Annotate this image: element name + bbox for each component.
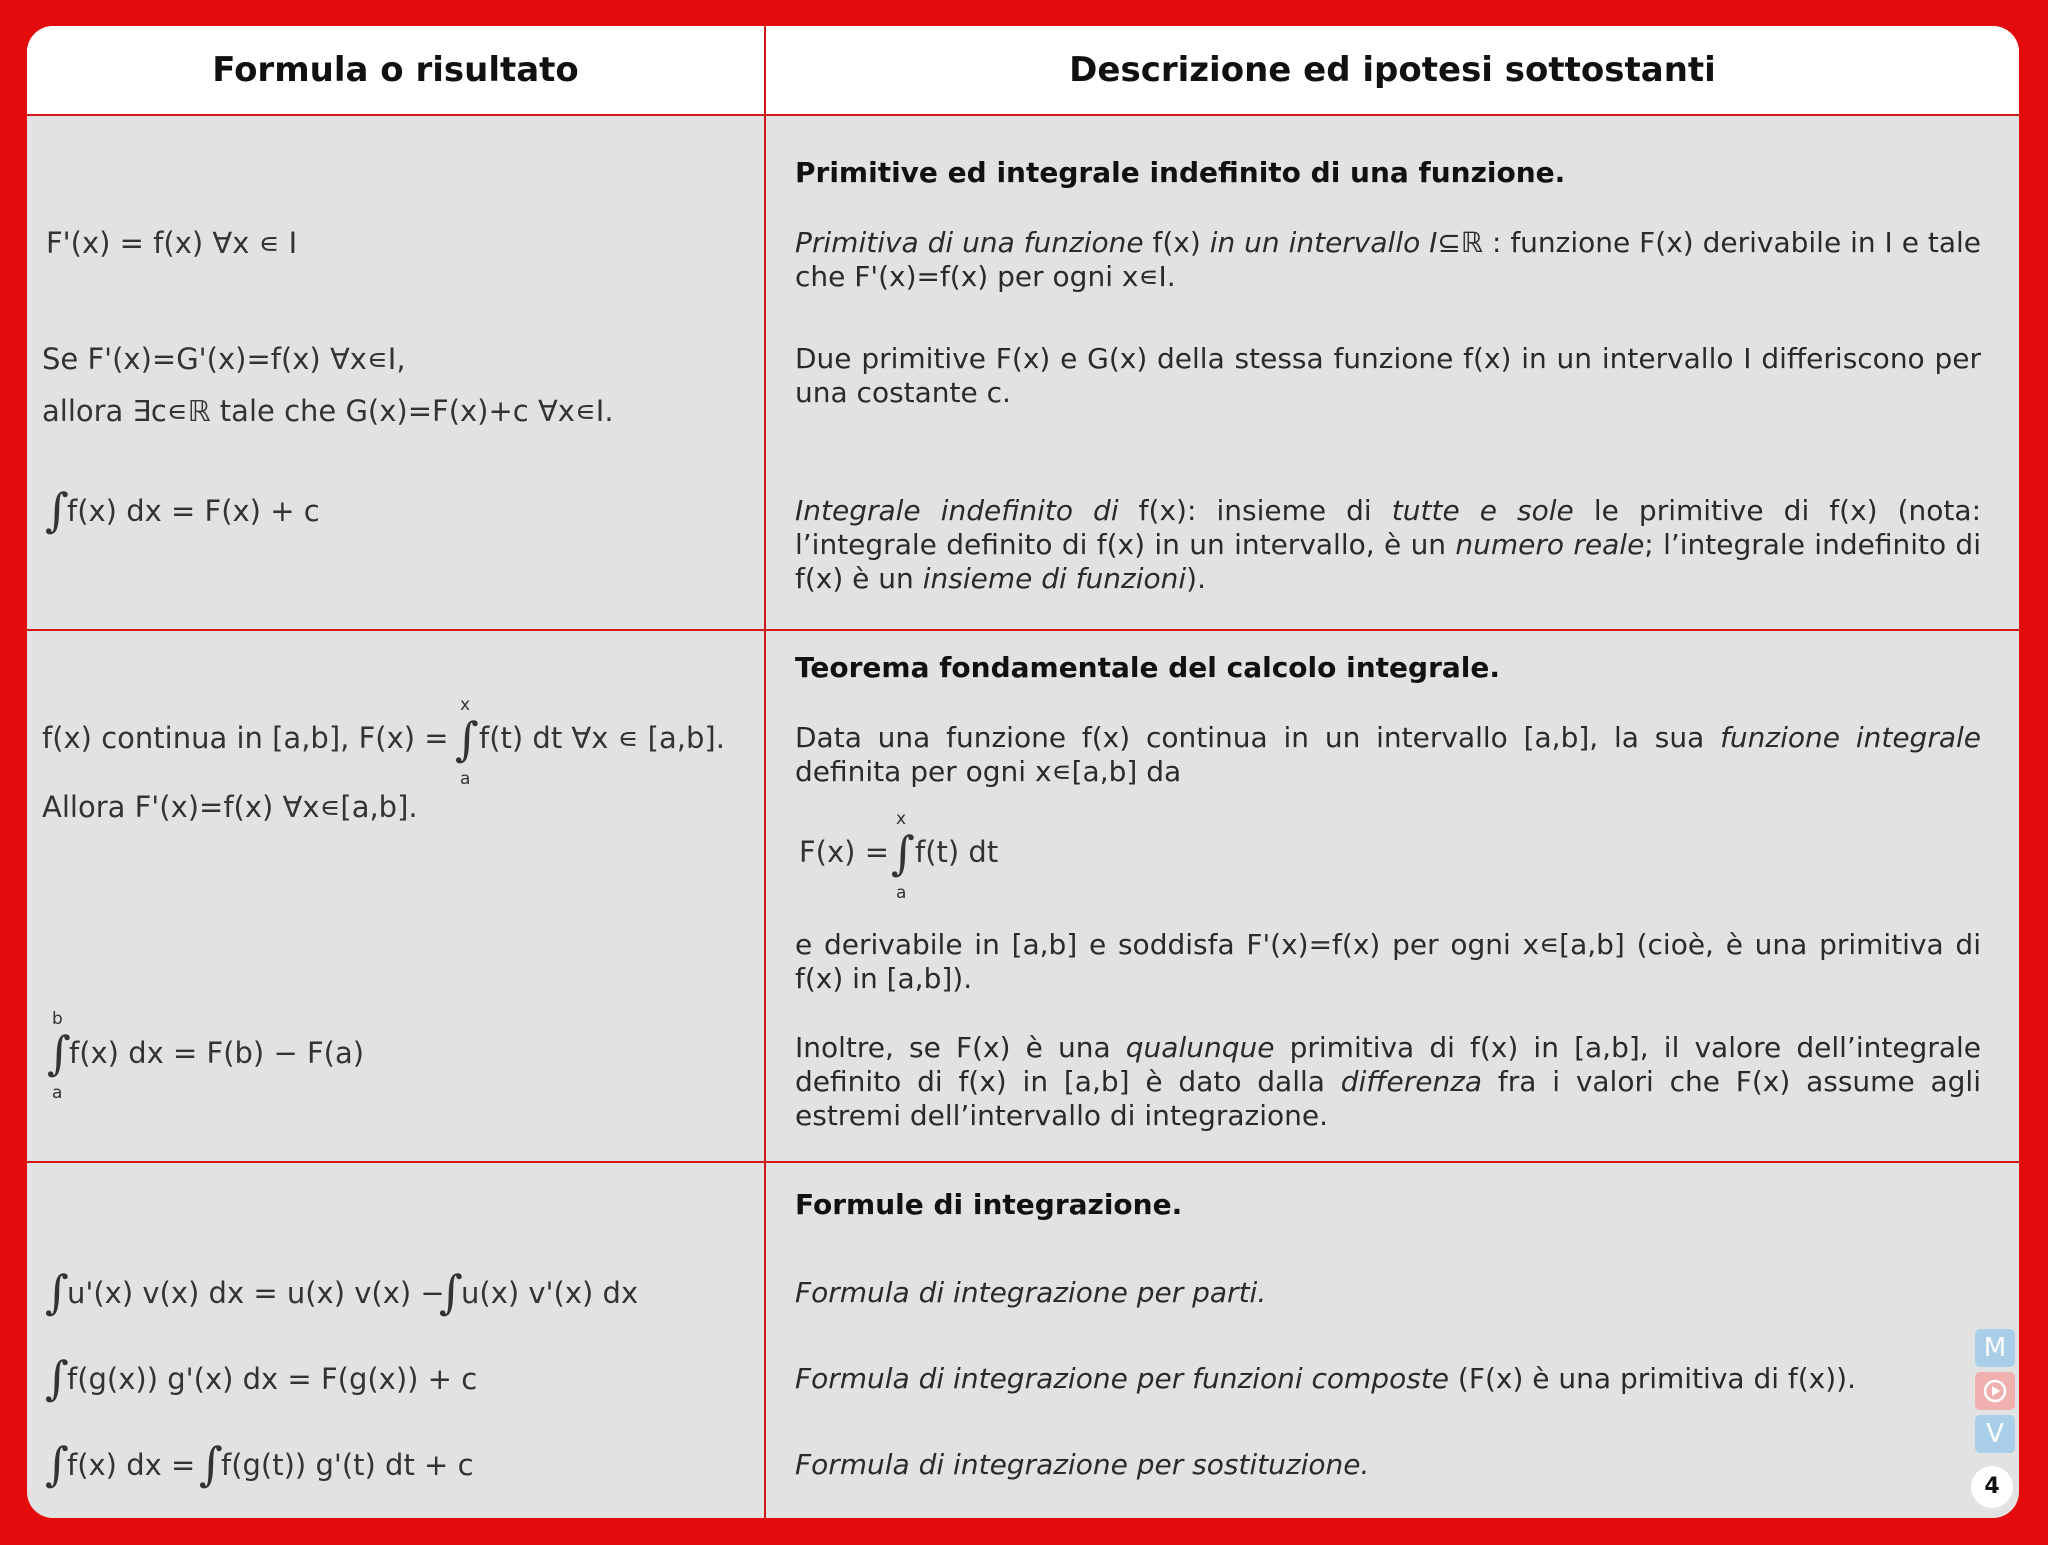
desc-by-parts: Formula di integrazione per parti.: [795, 1276, 1267, 1309]
section-title-fundamental-theorem: Teorema fondamentale del calcolo integrale.: [795, 651, 1500, 684]
formula-primitive-def: F'(x) = f(x) ∀x ∊ I: [46, 226, 298, 260]
desc-composite: Formula di integrazione per funzioni composte (F(x) è una primitiva di f(x)).: [795, 1362, 1856, 1395]
integral-sign: ∫: [439, 1265, 463, 1319]
desc-formula-pre: F(x) =: [799, 835, 889, 869]
limit-upper-x: x: [896, 809, 907, 829]
integral-sign: ∫: [45, 1437, 69, 1491]
play-button[interactable]: [1975, 1372, 2015, 1410]
desc-integral-function: Data una funzione f(x) continua in un intervallo [a,b], la sua funzione integrale definita per ogni x∊[a,b] da: [795, 721, 1982, 788]
down-button[interactable]: V: [1975, 1415, 2015, 1453]
desc-two-primitives: Due primitive F(x) e G(x) della stessa funzione f(x) in un intervallo I differiscono per una costante c.: [795, 342, 1981, 409]
integral-sign: ∫: [199, 1437, 223, 1491]
menu-button[interactable]: M: [1975, 1329, 2015, 1367]
integral-sign: ∫: [455, 712, 479, 766]
limit-lower-a: a: [460, 769, 471, 789]
limit-upper-b: b: [52, 1009, 63, 1029]
formula-substitution-b: f(g(t)) g'(t) dt + c: [221, 1448, 474, 1482]
table-header: [27, 26, 2019, 114]
formula-by-parts-a: u'(x) v(x) dx = u(x) v(x) −: [67, 1276, 445, 1310]
row-divider-1: [27, 629, 2019, 631]
limit-lower-a: a: [52, 1083, 63, 1103]
formula-theorem-pre: f(x) continua in [a,b], F(x) =: [42, 721, 449, 755]
formula-table-card: [27, 26, 2019, 1518]
desc-derivable: e derivabile in [a,b] e soddisfa F'(x)=f(x) per ogni x∊[a,b] (cioè, è una primitiva di f(x) in [a,b]).: [795, 928, 1981, 995]
play-icon: [1975, 1372, 2015, 1410]
desc-formula-post: f(t) dt: [915, 835, 999, 869]
integral-sign: ∫: [45, 1265, 69, 1319]
formula-theorem-conclusion: Allora F'(x)=f(x) ∀x∊[a,b].: [42, 790, 418, 824]
header-divider: [27, 114, 2019, 116]
limit-upper-x: x: [460, 695, 471, 715]
integral-sign: ∫: [45, 1351, 69, 1405]
section-title-primitive: Primitive ed integrale indefinito di una funzione.: [795, 156, 1566, 189]
desc-indefinite-integral: Integrale indefinito di f(x): insieme di tutte e sole le primitive di f(x) (nota: l’integrale definito di f(x) in un intervallo, è un numero reale; l’integrale indefinito di f(x) è un insieme di funzioni).: [795, 494, 1982, 595]
formula-substitution-a: f(x) dx =: [67, 1448, 196, 1482]
page-number: 4: [1971, 1466, 2013, 1508]
row-divider-2: [27, 1161, 2019, 1163]
formula-indefinite-integral: f(x) dx = F(x) + c: [67, 494, 320, 528]
integral-sign: ∫: [47, 1026, 71, 1080]
limit-lower-a: a: [896, 883, 907, 903]
desc-primitive-def: Primitiva di una funzione f(x) in un intervallo I⊆ℝ : funzione F(x) derivabile in I e tale che F'(x)=f(x) per ogni x∊I.: [795, 226, 1981, 293]
integral-sign: ∫: [45, 483, 69, 537]
desc-definite-integral: Inoltre, se F(x) è una qualunque primitiva di f(x) in [a,b], il valore dell’integrale definito di f(x) in [a,b] è dato dalla differenza fra i valori che F(x) assume agli estremi dell’intervallo di integrazione.: [795, 1031, 1982, 1132]
formula-theorem-post: f(t) dt ∀x ∊ [a,b].: [479, 721, 725, 755]
section-title-integration-formulas: Formule di integrazione.: [795, 1188, 1183, 1221]
column-divider: [764, 26, 766, 1518]
integral-sign: ∫: [891, 826, 915, 880]
formula-composite: f(g(x)) g'(x) dx = F(g(x)) + c: [67, 1362, 478, 1396]
formula-definite-integral: f(x) dx = F(b) − F(a): [69, 1036, 365, 1070]
formula-two-primitives-line1: Se F'(x)=G'(x)=f(x) ∀x∊I,: [42, 342, 406, 376]
formula-by-parts-b: u(x) v'(x) dx: [461, 1276, 639, 1310]
header-description: Descrizione ed ipotesi sottostanti: [1069, 50, 1716, 90]
desc-substitution: Formula di integrazione per sostituzione.: [795, 1448, 1370, 1481]
header-formula: Formula o risultato: [212, 50, 579, 90]
formula-two-primitives-line2: allora ∃c∊ℝ tale che G(x)=F(x)+c ∀x∊I.: [42, 394, 614, 428]
